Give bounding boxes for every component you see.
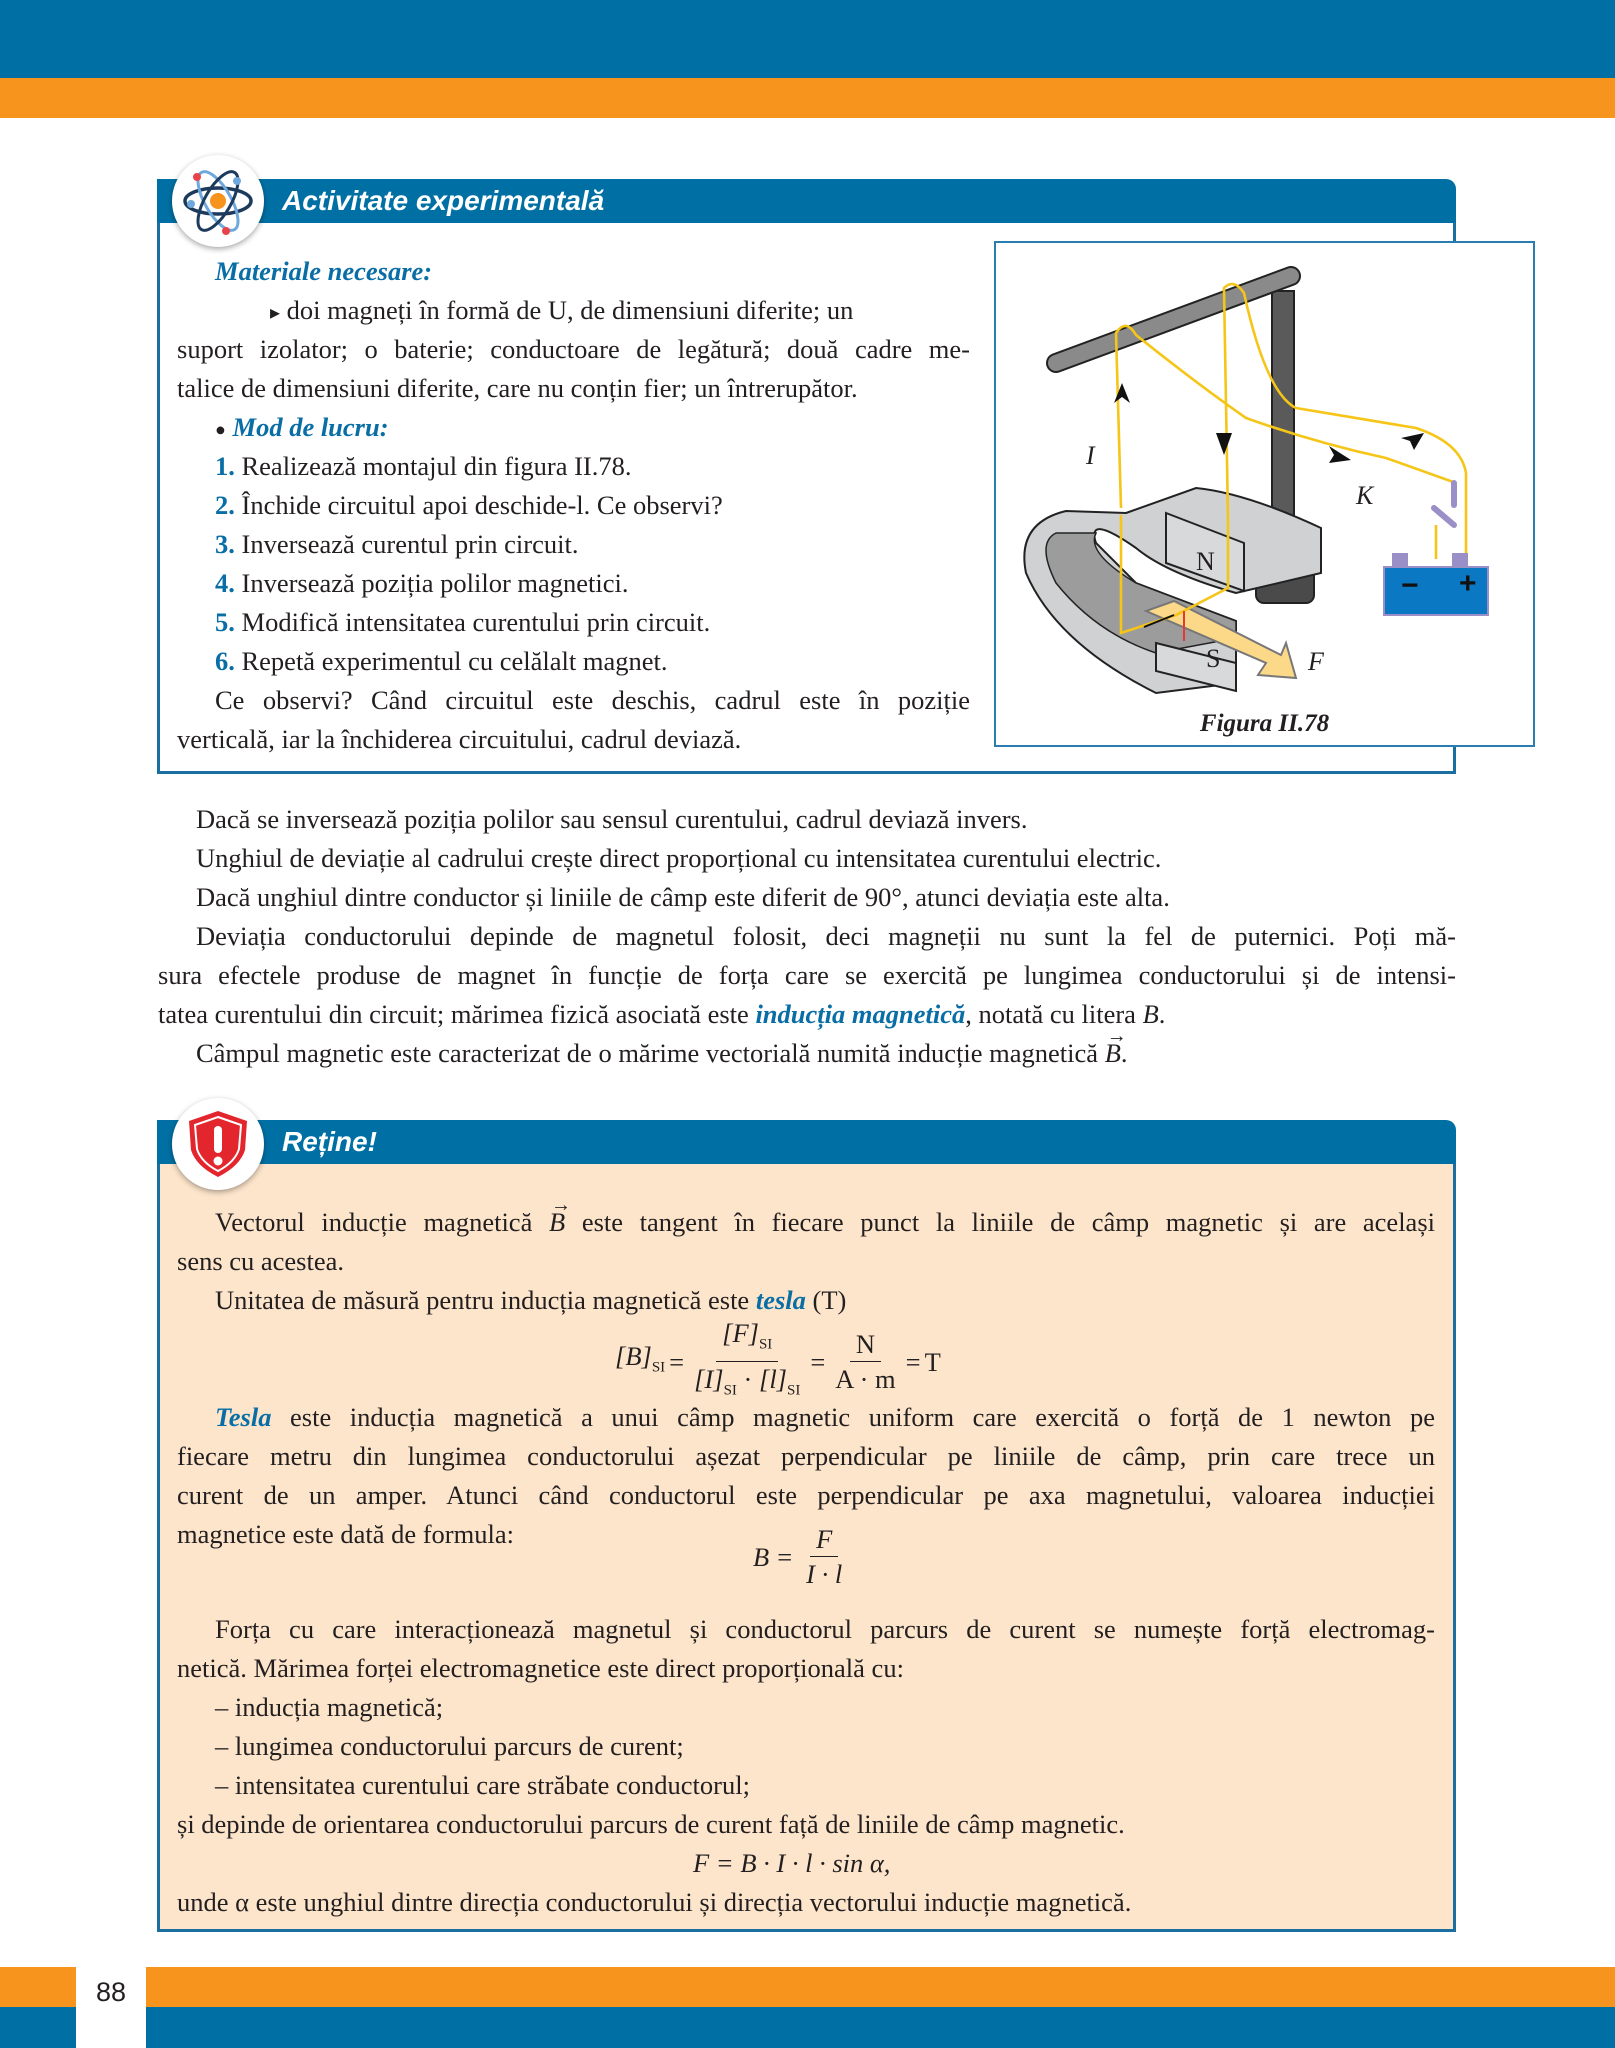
term-tesla: tesla: [755, 1285, 806, 1315]
activity-header: [157, 179, 1456, 223]
unit-fraction-2: $\frac{N}{A \cdot m}$: [835, 1329, 896, 1395]
step-6: 6. Repetă experimentul cu celălalt magnet.: [215, 646, 668, 676]
label-south: S: [1206, 644, 1221, 673]
footer-blue-band: [0, 2007, 1615, 2048]
step-5: 5. Modifică intensitatea curentului prin circuit.: [215, 607, 711, 637]
plus-icon: +: [1459, 567, 1477, 600]
term-tesla-definition: Tesla: [215, 1402, 272, 1432]
body-paragraph-4-line-3: tatea curentului din circuit; mărimea fizică asociată este inducția magnetică, notată cu litera B.: [158, 999, 1166, 1029]
current-arrow-down: [1216, 433, 1232, 455]
label-north: N: [1196, 547, 1215, 576]
method-heading: ● Mod de lucru:: [215, 412, 389, 442]
note-paragraph-3-line-3: curent de un amper. Atunci când conductorul este perpendicular pe axa magnetului, valoarea inducției: [177, 1480, 1435, 1510]
note-paragraph-3-line-4: magnetice este dată de formula:: [177, 1519, 514, 1549]
note-list-item: – inducția magnetică;: [215, 1692, 444, 1722]
force-formula: F = B · I · l · sin α,: [693, 1848, 891, 1878]
triangle-bullet-icon: ▸: [270, 302, 281, 324]
note-paragraph-3-line-1: Tesla este inducția magnetică a unui câmp magnetic uniform care exercită o forță de 1 newton pe: [215, 1402, 1435, 1432]
unit-fraction-1: $\frac{[F]_{SI}}{[I]_{SI} \cdot [l]_{SI}}$: [694, 1318, 801, 1399]
note-paragraph-6: unde α este unghiul dintre direcția conductorului și direcția vectorului inducție magnetică.: [177, 1887, 1132, 1917]
footer-orange-band: [0, 1967, 1615, 2007]
page-number-box: [76, 1967, 146, 2048]
switch-lever: [1434, 508, 1454, 525]
atom-icon: [172, 155, 264, 247]
current-arrow-return: [1401, 433, 1424, 450]
observation-line-1: Ce observi? Când circuitul este deschis, cadrul este în poziție: [215, 685, 970, 715]
minus-icon: −: [1401, 569, 1419, 602]
note-paragraph-4-line-2: netică. Mărimea forței electromagnetice este direct proporțională cu:: [177, 1653, 904, 1683]
body-paragraph-1: Dacă se inversează poziția polilor sau sensul curentului, cadrul deviază invers.: [196, 804, 1028, 834]
header-blue-band: [0, 0, 1615, 78]
materials-heading: Materiale necesare:: [215, 256, 433, 286]
round-bullet-icon: ●: [215, 419, 226, 440]
body-paragraph-4-line-1: Deviația conductorului depinde de magnetul folosit, deci magneții nu sunt la fel de puternici. Poți mă-: [196, 921, 1456, 951]
note-paragraph-3-line-2: fiecare metru din lungimea conductorului așezat perpendicular pe liniile de câmp, prin care trece un: [177, 1441, 1435, 1471]
body-paragraph-3: Dacă unghiul dintre conductor și liniile de câmp este diferit de 90°, atunci deviația este alta.: [196, 882, 1170, 912]
warning-shield-icon: [172, 1098, 264, 1190]
activity-title: Activitate experimentală: [282, 185, 605, 216]
step-1: 1. Realizează montajul din figura II.78.: [215, 451, 632, 481]
note-paragraph-1-line-2: sens cu acestea.: [177, 1246, 345, 1276]
note-paragraph-5: și depinde de orientarea conductorului parcurs de curent față de liniile de câmp magnetic.: [177, 1809, 1125, 1839]
unit-formula: $[B]_{SI}$ = $\frac{[F]_{SI}}{[I]_{SI} \cdot [l]_{SI}}$ = $\frac{N}{A \cdot m}$ = T: [615, 1316, 941, 1408]
step-2: 2. Închide circuitul apoi deschide-l. Ce observi?: [215, 490, 723, 520]
step-4: 4. Inversează poziția polilor magnetici.: [215, 568, 629, 598]
battery-terminal-plus: [1452, 553, 1468, 567]
note-paragraph-2: Unitatea de măsură pentru inducția magnetică este tesla (T): [215, 1285, 847, 1315]
battery-terminal-minus: [1392, 553, 1408, 567]
label-force: F: [1308, 647, 1324, 676]
note-title: Reține!: [282, 1126, 377, 1157]
body-paragraph-5: Câmpul magnetic este caracterizat de o mărime vectorială numită inducție magnetică → B.: [196, 1034, 1128, 1073]
induction-formula: B = $\frac{F}{I \cdot l}$: [753, 1524, 843, 1589]
vector-b: → B: [1105, 1034, 1121, 1073]
figure-illustration: [996, 243, 1533, 703]
term-inductia-magnetica: inducția magnetică: [755, 999, 966, 1029]
materials-line-1: ▸ doi magneți în formă de U, de dimensiuni diferite; un: [270, 295, 854, 325]
body-paragraph-2: Unghiul de deviație al cadrului crește direct proporțional cu intensitatea curentului electric.: [196, 843, 1162, 873]
figure-caption: Figura II.78: [1199, 710, 1330, 737]
figure-II-78: [994, 241, 1535, 747]
label-current: I: [1086, 441, 1095, 470]
body-paragraph-4-line-2: sura efectele produse de magnet în funcție de forța care se exercită pe lungimea conductorului și de intensi-: [158, 960, 1456, 990]
note-list-item: – lungimea conductorului parcurs de curent;: [215, 1731, 684, 1761]
materials-line-2: suport izolator; o baterie; conductoare de legătură; două cadre me-: [177, 334, 970, 364]
note-paragraph-4-line-1: Forța cu care interacționează magnetul și conductorul parcurs de curent se numește forță electromag-: [215, 1614, 1435, 1644]
note-paragraph-1-line-1: Vectorul inducție magnetică → B este tangent în fiecare punct la liniile de câmp magnetic și are același: [215, 1203, 1435, 1242]
label-switch: K: [1356, 481, 1374, 510]
step-3: 3. Inversează curentul prin circuit.: [215, 529, 579, 559]
note-list-item: – intensitatea curentului care străbate conductorul;: [215, 1770, 750, 1800]
materials-line-3: talice de dimensiuni diferite, care nu conțin fier; un întrerupător.: [177, 373, 858, 403]
observation-line-2: verticală, iar la închiderea circuitului, cadrul deviază.: [177, 724, 742, 754]
vector-b: → B: [549, 1203, 565, 1242]
header-orange-band: [0, 78, 1615, 118]
stand-arm: [1056, 276, 1291, 363]
page-number: 88: [95, 1977, 127, 2007]
note-header: [157, 1120, 1456, 1164]
